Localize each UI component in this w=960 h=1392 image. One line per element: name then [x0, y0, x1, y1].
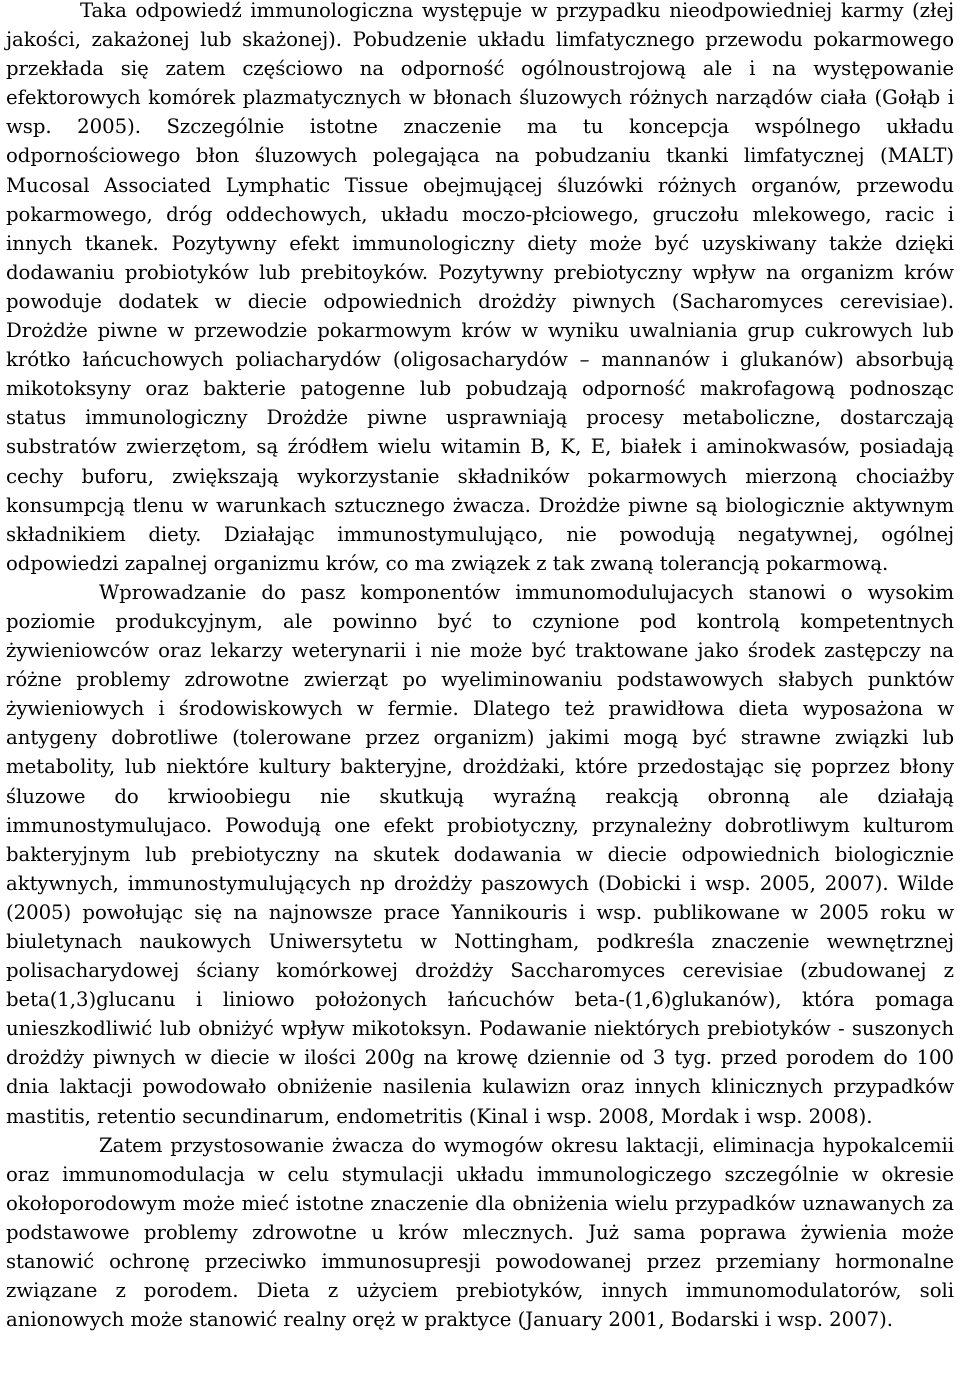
paragraph-immunomodulators: Wprowadzanie do pasz komponentów immunomodulujacych stanowi o wysokim poziomie produkcyjnym, ale powinno być to czynione pod kontrolą kompetentnych żywieniowców oraz lekarzy weterynarii i nie może być traktowane jako środek zastępczy na różne problemy zdrowotne zwierząt po wyeliminowaniu podstawowych słabych punktów żywieniowych i środowiskowych w fermie. Dlatego też prawidłowa dieta wyposażona w antygeny dobrotliwe (tolerowane przez organizm) jakimi mogą być strawne związki lub metabolity, lub niektóre kultury bakteryjne, drożdżaki, które przedostając się poprzez błony śluzowe do krwioobiegu nie skutkują wyraźną reakcją obronną ale działają immunostymulujaco. Powodują one efekt probiotyczny, przynależny dobrotliwym kulturom bakteryjnym lub prebiotyczny na skutek dodawania w diecie odpowiednich biologicznie aktywnych, immunostymulujących np drożdży paszowych (Dobicki i wsp. 2005, 2007). Wilde (2005) powołując się na najnowsze prace Yannikouris i wsp. publikowane w 2005 roku w biuletynach naukowych Uniwersytetu w Nottingham, podkreśla znaczenie wewnętrznej polisacharydowej ściany komórkowej drożdży Saccharomyces cerevisiae (zbudowanej z beta(1,3)glucanu i liniowo położonych łańcuchów beta-(1,6)glukanów), która pomaga unieszkodliwić lub obniżyć wpływ mikotoksyn. Podawanie niektórych prebiotyków - suszonych drożdży piwnych w diecie w ilości 200g na krowę dziennie od 3 tyg. przed porodem do 100 dnia laktacji powodowało obniżenie nasilenia kulawizn oraz innych klinicznych przypadków mastitis, retentio secundinarum, endometritis (Kinal i wsp. 2008, Mordak i wsp. 2008).: [6, 580, 954, 1128]
paragraph-immune-response: Taka odpowiedź immunologiczna występuje w przypadku nieodpowiedniej karmy (złej jakości, zakażonej lub skażonej). Pobudzenie układu limfatycznego przewodu pokarmowego przekłada się zatem częściowo na odporność ogólnoustrojową ale i na występowanie efektorowych komórek plazmatycznych w błonach śluzowych różnych narządów ciała (Gołąb i wsp. 2005). Szczególnie istotne znaczenie ma tu koncepcja wspólnego układu odpornościowego błon śluzowych polegająca na pobudzaniu tkanki limfatycznej (MALT) Mucosal Associated Lymphatic Tissue obejmującej śluzówki różnych organów, przewodu pokarmowego, dróg oddechowych, układu moczo-płciowego, gruczołu mlekowego, racic i innych tkanek. Pozytywny efekt immunologiczny diety może być uzyskiwany także dzięki dodawaniu probiotyków lub prebitoyków. Pozytywny prebiotyczny wpływ na organizm krów powoduje dodatek w diecie odpowiednich drożdży piwnych (Sacharomyces cerevisiae). Drożdże piwne w przewodzie pokarmowym krów w wyniku uwalniania grup cukrowych lub krótko łańcuchowych poliacharydów (oligosacharydów – mannanów i glukanów) absorbują mikotoksyny oraz bakterie patogenne lub pobudzają odporność makrofagową podnosząc status immunologiczny Drożdże piwne usprawniają procesy metaboliczne, dostarczają substratów zwierzętom, są źródłem wielu witamin B, K, E, białek i aminokwasów, posiadają cechy buforu, zwiększają wykorzystanie składników pokarmowych mierzoną chociażby konsumpcją tlenu w warunkach sztucznego żwacza. Drożdże piwne są biologicznie aktywnym składnikiem diety. Działając immunostymulująco, nie powodują negatywnej, ogólnej odpowiedzi zapalnej organizmu krów, co ma związek z tak zwaną tolerancją pokarmową.: [6, 0, 954, 575]
paragraph-rumen-adaptation: Zatem przystosowanie żwacza do wymogów okresu laktacji, eliminacja hypokalcemii oraz immunomodulacja w celu stymulacji układu immunologiczego szczególnie w okresie okołoporodowym może mieć istotne znaczenie dla obniżenia wielu przypadków uznawanych za podstawowe problemy zdrowotne u krów mlecznych. Już sama poprawa żywienia może stanowić ochronę przeciwko immunosupresji powodowanej przez przemiany hormonalne związane z porodem. Dieta z użyciem prebiotyków, innych immunomodulatorów, soli anionowych może stanowić realny oręż w praktyce (January 2001, Bodarski i wsp. 2007).: [6, 1133, 954, 1332]
